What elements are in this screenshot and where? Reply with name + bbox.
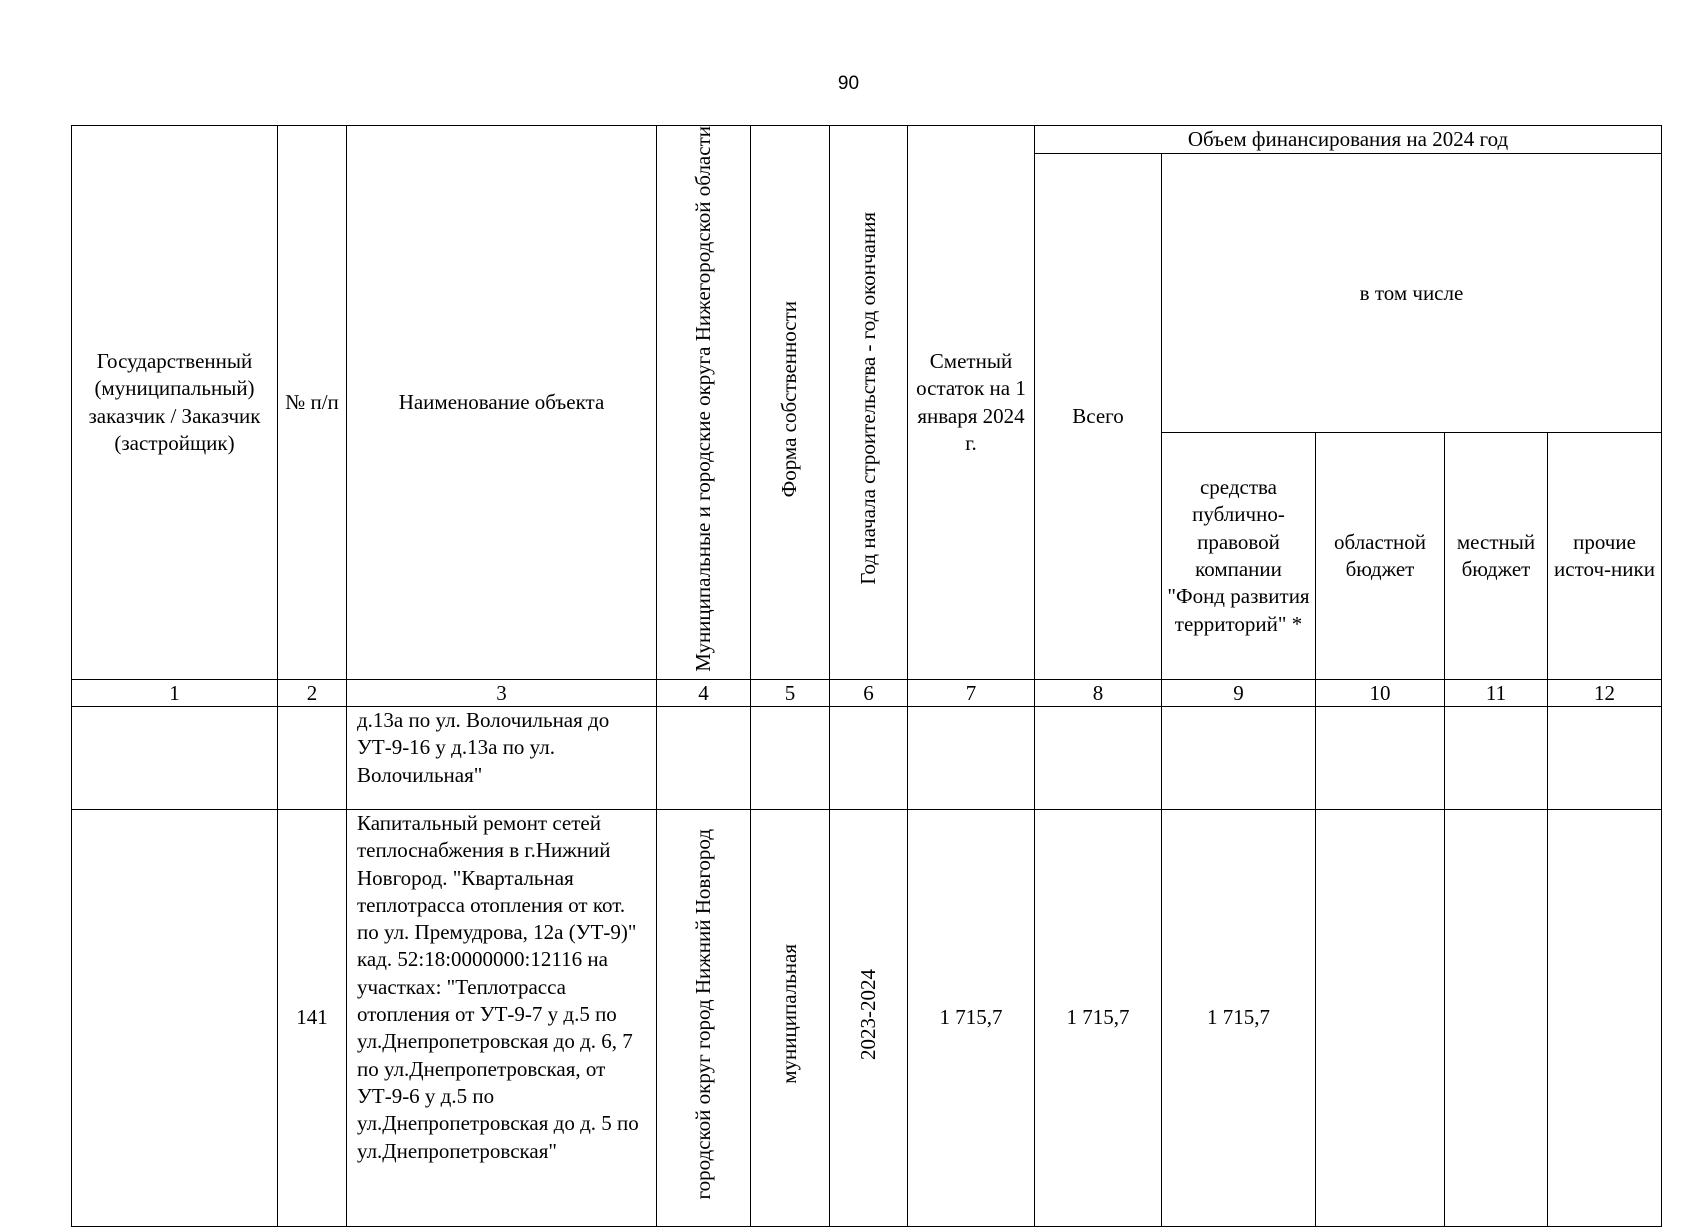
header-number: № п/п	[278, 126, 347, 680]
column-number: 12	[1548, 680, 1662, 707]
column-number: 3	[347, 680, 657, 707]
cell-total	[1035, 707, 1162, 810]
header-total: Всего	[1035, 154, 1162, 680]
cell-fund: 1 715,7	[1162, 810, 1316, 1227]
column-number: 1	[72, 680, 278, 707]
financing-table	[71, 125, 1662, 1227]
header-years-text: Год начала строительства - год окончания	[855, 212, 880, 586]
cell-other	[1548, 707, 1662, 810]
cell-number	[278, 707, 347, 810]
header-regional: областной бюджет	[1316, 433, 1445, 680]
cell-regional	[1316, 810, 1445, 1227]
cell-object-name: Капитальный ремонт сетей теплоснабжения в г.Нижний Новгород. "Квартальная теплотрасса отопления от кот. по ул. Премудрова, 12а (УТ-9)" кад. 52:18:0000000:12116 на участках: "Теплотрасса отопления от УТ-9-7 у д.5 по ул.Днепропетровская до д. 6, 7 по ул.Днепропетровская, от УТ-9-6 у д.5 по ул.Днепропетровская до д. 5 по ул.Днепропетровская"	[347, 810, 657, 1227]
cell-total: 1 715,7	[1035, 810, 1162, 1227]
header-ownership	[751, 126, 830, 680]
cell-municipality-text: городской округ город Нижний Новгород	[690, 829, 715, 1200]
cell-customer	[72, 810, 278, 1227]
cell-municipality	[657, 707, 751, 810]
cell-local	[1445, 810, 1548, 1227]
cell-customer	[72, 707, 278, 810]
header-municipality-text: Муниципальные и городские округа Нижегородской области	[690, 126, 715, 672]
column-number: 8	[1035, 680, 1162, 707]
cell-local	[1445, 707, 1548, 810]
cell-municipality	[657, 810, 751, 1227]
column-number: 5	[751, 680, 830, 707]
header-municipality	[657, 126, 751, 680]
header-local: местный бюджет	[1445, 433, 1548, 680]
column-number: 11	[1445, 680, 1548, 707]
cell-object-name: д.13а по ул. Волочильная до УТ-9-16 у д.13а по ул. Волочильная"	[347, 707, 657, 810]
header-funding-group: Объем финансирования на 2024 год	[1035, 126, 1662, 154]
header-other: прочие источ-ники	[1548, 433, 1662, 680]
column-number: 10	[1316, 680, 1445, 707]
cell-other	[1548, 810, 1662, 1227]
header-years	[830, 126, 908, 680]
page-number: 90	[837, 73, 860, 94]
column-number: 6	[830, 680, 908, 707]
cell-number: 141	[278, 810, 347, 1227]
column-number: 9	[1162, 680, 1316, 707]
column-number: 7	[908, 680, 1035, 707]
cell-fund	[1162, 707, 1316, 810]
cell-regional	[1316, 707, 1445, 810]
cell-estimate: 1 715,7	[908, 810, 1035, 1227]
cell-ownership-text: муниципальная	[777, 944, 802, 1085]
header-estimate: Сметный остаток на 1 января 2024 г.	[908, 126, 1035, 680]
header-including: в том числе	[1162, 154, 1662, 433]
header-fund: средства публично-правовой компании "Фонд развития территорий" *	[1162, 433, 1316, 680]
column-number-row	[72, 680, 1662, 707]
column-number: 2	[278, 680, 347, 707]
cell-estimate	[908, 707, 1035, 810]
header-object-name: Наименование объекта	[347, 126, 657, 680]
header-customer: Государственный (муниципальный) заказчик / Заказчик (застройщик)	[72, 126, 278, 680]
header-ownership-text: Форма собственности	[777, 300, 802, 498]
cell-ownership	[751, 707, 830, 810]
cell-years-text: 2023-2024	[855, 968, 880, 1060]
table-row	[72, 707, 1662, 810]
column-number: 4	[657, 680, 751, 707]
table-row	[72, 810, 1662, 1227]
cell-years	[830, 707, 908, 810]
cell-ownership	[751, 810, 830, 1227]
cell-years	[830, 810, 908, 1227]
